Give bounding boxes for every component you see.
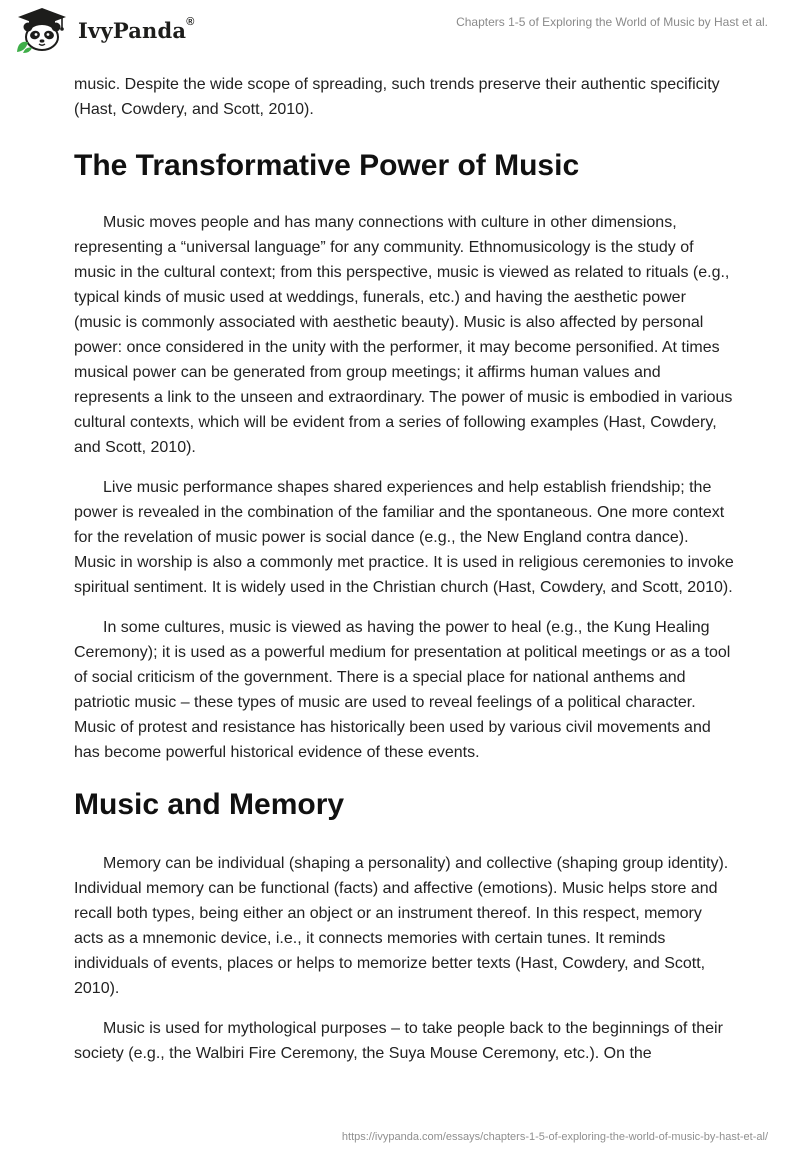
essay-content: [74, 72, 734, 1066]
lead-paragraph: music. Despite the wide scope of spreading, such trends preserve their authentic specificity (Hast, Cowdery, and Scott, 2010).: [74, 76, 720, 118]
section-heading-music-and-memory: Music and Memory: [74, 788, 345, 821]
paragraph: Music is used for mythological purposes – to take people back to the beginnings of their society (e.g., the Walbiri Fire Ceremony, the Suya Mouse Ceremony, etc.). On the: [74, 1020, 723, 1062]
source-url[interactable]: https://ivypanda.com/essays/chapters-1-5-of-exploring-the-world-of-music-by-hast-et-al/: [341, 1131, 768, 1143]
paragraph: Music moves people and has many connections with culture in other dimensions, representing a “universal language” for any community. Ethnomusicology is the study of music in the cultural context; from this perspective, music is viewed as related to rituals (e.g., typical kinds of music used at weddings, funerals, etc.) and having the aesthetic power (music is commonly associated with aesthetic beauty). Music is also affected by personal power: once considered in the unity with the performer, it may become personified. At times musical power can be generated from group meetings; it affirms human values and represents a link to the unseen and extraordinary. The power of music is embodied in various cultural contexts, which will be evident from a series of following examples (Hast, Cowdery, and Scott, 2010).: [74, 214, 733, 456]
paragraph: Memory can be individual (shaping a personality) and collective (shaping group identity). Individual memory can be functional (facts) and affective (emotions). Music helps store and recall both types, being either an object or an instrument thereof. In this respect, memory acts as a mnemonic device, i.e., it connects memories with certain tunes. It reminds individuals of events, places or helps to memorize better texts (Hast, Cowdery, and Scott, 2010).: [74, 855, 729, 997]
paragraph: Live music performance shapes shared experiences and help establish friendship; the power is revealed in the combination of the familiar and the spontaneous. One more context for the revelation of music power is social dance (e.g., the New England contra dance). Music in worship is also a commonly met practice. It is used in religious ceremonies to invoke spiritual sentiment. It is widely used in the Christian church (Hast, Cowdery, and Scott, 2010).: [74, 479, 734, 596]
section-heading-transformative-power: The Transformative Power of Music: [74, 149, 580, 182]
brand-name: IvyPanda®: [78, 15, 195, 43]
page-header: [0, 0, 800, 64]
paragraph: In some cultures, music is viewed as having the power to heal (e.g., the Kung Healing Ceremony); it is used as a powerful medium for presentation at political meetings or as a tool of social criticism of the government. There is a special place for national anthems and patriotic music – these types of music are used to reveal feelings of a political character. Music of protest and resistance has historically been used by various civil movements and has become powerful historical evidence of these events.: [74, 619, 731, 761]
ivypanda-logo[interactable]: [14, 6, 195, 54]
panda-graduate-logo-icon: [14, 6, 70, 54]
document-title: Chapters 1-5 of Exploring the World of Music by Hast et al.: [456, 15, 768, 29]
